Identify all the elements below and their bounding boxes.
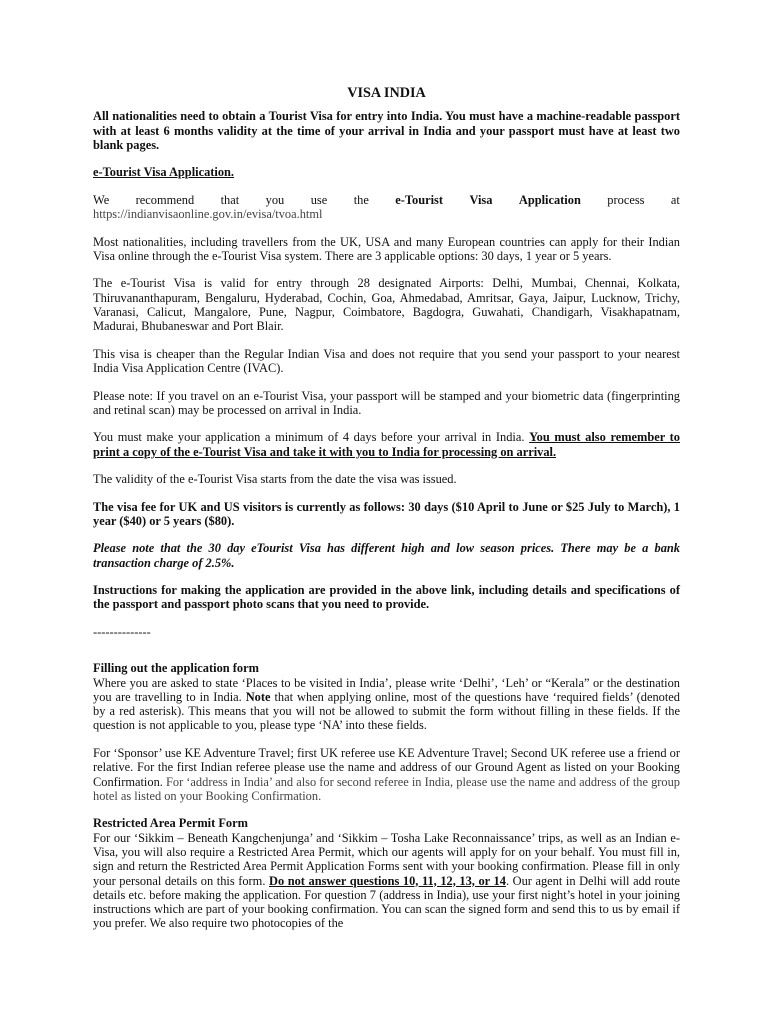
restricted-emphasis: Do not answer questions 10, 11, 12, 13, or 14 <box>269 873 506 888</box>
recommend-word: We <box>93 192 110 207</box>
filling-section <box>93 661 680 732</box>
instructions-paragraph: Instructions for making the application are provided in the above link, including details and specifications of the passport and passport photo scans that you need to provide. <box>93 583 680 612</box>
restricted-text-1: For our ‘Sikkim – Beneath Kangchenjunga’ and ‘Sikkim – Tosha Lake Reconnaissance’ trips, as well as an Indian e-Visa, you will also require a Restricted Area Permit, which our agents will apply for on your behalf. You must fill in, sign and return the Restricted Area Permit Application Forms sent with your booking confirmation. Please fill in only your personal details on this form. <box>93 830 680 888</box>
note-paragraph: Please note: If you travel on an e-Tourist Visa, your passport will be stamped and your biometric data (fingerprinting and retinal scan) may be processed on arrival in India. <box>93 388 680 417</box>
restricted-text-2: . Our agent in Delhi will add route details etc. before making the application. For question 7 (address in India), use your first night’s hotel in your joining instructions which are part of your booking confirmation. You can scan the signed form and send this to us by email if you prefer. We also require two photocopies of the <box>93 873 680 931</box>
filling-note-label: Note <box>245 689 271 704</box>
recommend-line <box>93 193 680 207</box>
airports-paragraph: The e-Tourist Visa is valid for entry through 28 designated Airports: Delhi, Mumbai, Chennai, Kolkata, Thiruvananthapuram, Bengaluru, Hyderabad, Cochin, Goa, Ahmedabad, Amritsar, Gaya, Jaipur, Lucknow, Trichy, Varanasi, Calicut, Mangalore, Pune, Nagpur, Coimbatore, Bagdogra, Guwahati, Chandigarh, Visakhapatnam, Madurai, Bhubaneswar and Port Blair. <box>93 276 680 334</box>
filling-heading: Filling out the application form <box>93 661 259 676</box>
apply-paragraph <box>93 430 680 459</box>
recommend-bold-word: Application <box>518 192 581 207</box>
validity-paragraph: The validity of the e-Tourist Visa starts from the date the visa was issued. <box>93 472 457 487</box>
sponsor-paragraph <box>93 746 680 803</box>
fee-paragraph: The visa fee for UK and US visitors is currently as follows: 30 days ($10 April to June or $25 July to March), 1 year ($40) or 5 years ($80). <box>93 499 680 528</box>
recommend-bold-word: e-Tourist <box>395 192 444 207</box>
nationalities-paragraph: Most nationalities, including travellers from the UK, USA and many European countries can apply for their Indian Visa online through the e-Tourist Visa system. There are 3 applicable options: 30 days, 1 year or 5 years. <box>93 234 680 263</box>
recommend-word: you <box>265 192 285 207</box>
filling-text-1: Where you are asked to state ‘Places to be visited in India’, please write ‘Delhi’, ‘Leh’ or “Kerala” or the destination you are travelling to in India. <box>93 675 680 704</box>
recommend-bold-word: Visa <box>469 192 493 207</box>
recommend-word: at <box>670 192 680 207</box>
recommend-word: that <box>220 192 240 207</box>
recommend-word: recommend <box>135 192 195 207</box>
recommend-paragraph <box>93 193 680 222</box>
restricted-section <box>93 816 680 930</box>
separator: -------------- <box>93 624 151 639</box>
restricted-heading: Restricted Area Permit Form <box>93 816 248 831</box>
sponsor-text: For ‘Sponsor’ use KE Adventure Travel; first UK referee use KE Adventure Travel; Second UK referee use a friend or relative. For the first Indian referee please use the name and address of our Ground Agent as listed on your Booking Confirmation. <box>93 745 680 789</box>
recommend-word: process <box>607 192 645 207</box>
recommend-word: use <box>310 192 328 207</box>
etourist-heading: e-Tourist Visa Application. <box>93 165 235 180</box>
intro-paragraph: All nationalities need to obtain a Tourist Visa for entry into India. You must have a machine-readable passport with at least 6 months validity at the time of your arrival in India and your passport must have at least two blank pages. <box>93 109 680 152</box>
sponsor-gray-text: For ‘address in India’ and also for second referee in India, please use the name and address of the group hotel as listed on your Booking Confirmation. <box>93 774 681 803</box>
page-title: VISA INDIA <box>347 85 426 101</box>
document-page <box>93 86 680 931</box>
apply-text: You must make your application a minimum of 4 days before your arrival in India. <box>93 430 530 445</box>
evisa-link[interactable]: https://indianvisaonline.gov.in/evisa/tvoa.html <box>93 207 323 222</box>
apply-emphasis: You must also remember to print a copy of the e-Tourist Visa and take it with you to India for processing on arrival. <box>93 430 680 459</box>
restricted-paragraph <box>93 831 680 931</box>
recommend-word: the <box>353 192 369 207</box>
filling-paragraph <box>93 676 680 733</box>
cheaper-paragraph: This visa is cheaper than the Regular Indian Visa and does not require that you send your passport to your nearest India Visa Application Centre (IVAC). <box>93 346 680 376</box>
season-paragraph: Please note that the 30 day eTourist Visa has different high and low season prices. There may be a bank transaction charge of 2.5%. <box>93 541 680 570</box>
filling-text-2: that when applying online, most of the questions have ‘required fields’ (denoted by a red asterisk). This means that you will not be allowed to submit the form without filling in these fields. If the question is not applicable to you, please type ‘NA’ into these fields. <box>93 689 680 733</box>
